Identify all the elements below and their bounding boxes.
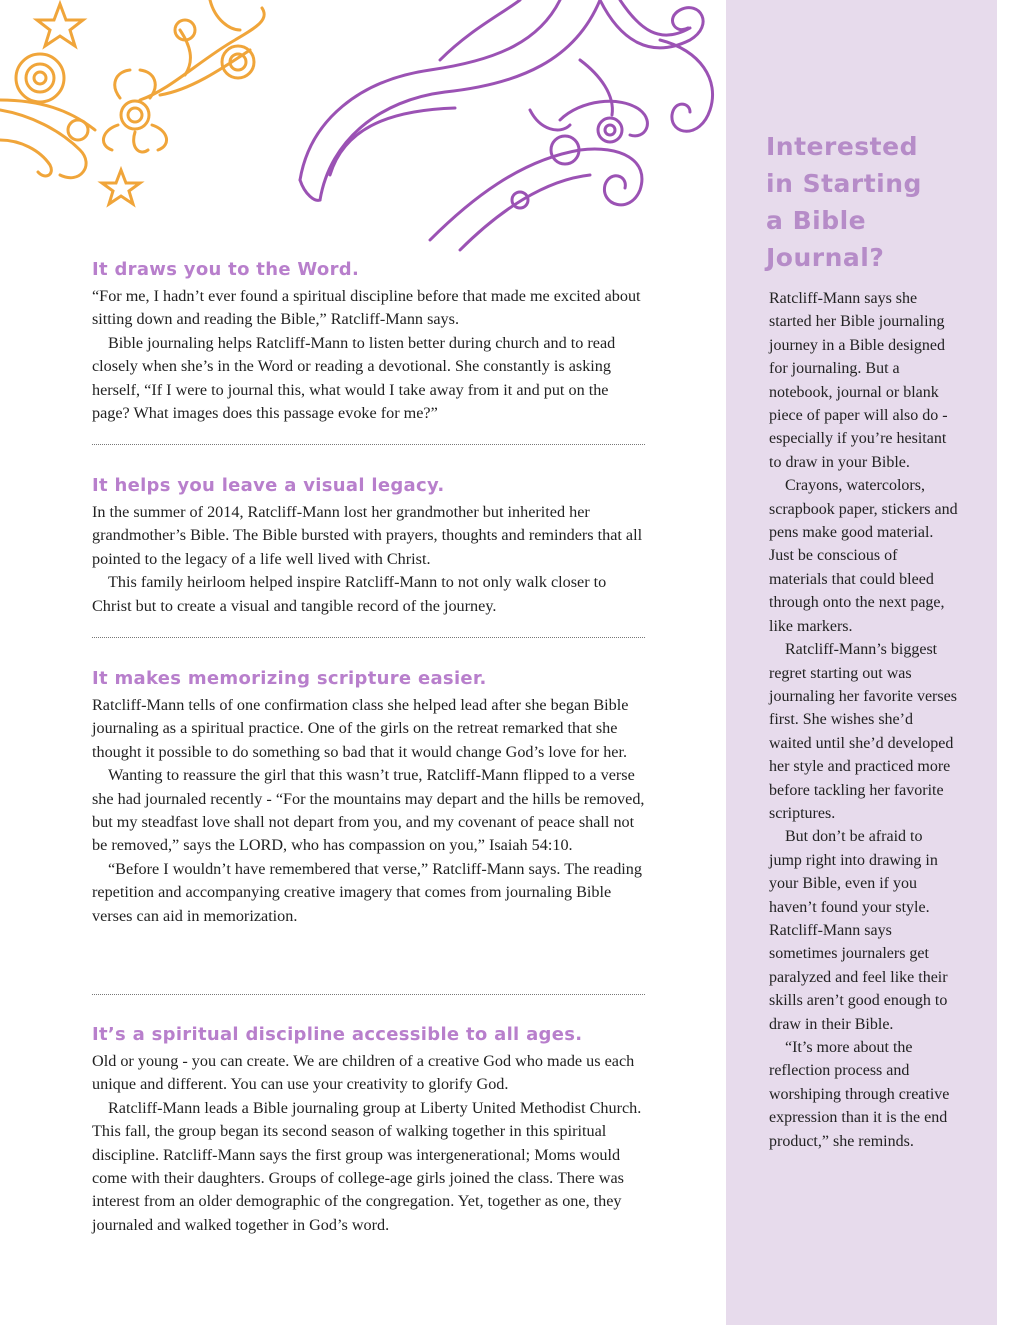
section-paragraph: This family heirloom helped inspire Ratcliff-Mann to not only walk closer to Christ but to create a visual and tangible record of the journey. [92, 573, 607, 615]
sidebar-paragraph: Ratcliff-Mann’s biggest regret starting out was journaling her favorite verses first. She wishes she’d waited until she’d developed her style and practiced more before tackling her favorite scriptures. [769, 641, 957, 822]
sidebar-paragraph: But don’t be afraid to jump right into drawing in your Bible, even if you haven’t found your style. Ratcliff-Mann says sometimes journalers get paralyzed and feel like their skills aren’t good enough to draw in their Bible. [769, 828, 948, 1033]
section-memorizing [92, 666, 647, 928]
section-paragraph: In the summer of 2014, Ratcliff-Mann lost her grandmother but inherited her grandmother’s Bible. The Bible bursted with prayers, thoughts and reminders that all pointed to the legacy of a life well lived with Christ. [92, 503, 643, 568]
dotted-divider [92, 637, 645, 638]
section-heading: It draws you to the Word. [92, 259, 360, 280]
sidebar-paragraph: “It’s more about the reflection process and worshiping through creative expression than it is the end product,” she reminds. [769, 1039, 950, 1150]
dotted-divider [92, 994, 645, 995]
section-paragraph: Wanting to reassure the girl that this wasn’t true, Ratcliff-Mann flipped to a verse she had journaled recently - “For the mountains may depart and the hills be removed, but my steadfast love shall not depart from you, and my covenant of peace shall not be removed,” says the LORD, who has compassion on you,” Isaiah 54:10. [92, 766, 645, 855]
sidebar-paragraph: Crayons, watercolors, scrapbook paper, stickers and pens make good material. Just be conscious of materials that could bleed through onto the next page, like markers. [769, 477, 958, 635]
section-paragraph: Ratcliff-Mann tells of one confirmation class she helped lead after she began Bible journaling as a spiritual practice. One of the girls on the retreat remarked that she thought it possible to do something so bad that it would change God’s love for her. [92, 696, 629, 761]
section-paragraph: “For me, I hadn’t ever found a spiritual discipline before that made me excited about sitting down and reading the Bible,” Ratcliff-Mann says. [92, 287, 641, 329]
sidebar-title [766, 128, 986, 276]
section-heading: It makes memorizing scripture easier. [92, 668, 487, 689]
section-paragraph: Bible journaling helps Ratcliff-Mann to listen better during church and to read closely when she’s in the Word or reading a devotional. She constantly is asking herself, “If I were to journal this, what would I take away from it and put on the page? What images does this passage evoke for me?” [92, 333, 616, 423]
purple-swirl-icon [300, 0, 713, 250]
sidebar-body [769, 287, 959, 1153]
sidebar-title-line: in Starting [766, 169, 922, 198]
orange-swirl-flowers-icon [0, 0, 264, 204]
sidebar-paragraph: Ratcliff-Mann says she started her Bible journaling journey in a Bible designed for journaling. But a notebook, journal or blank piece of paper will also do - especially if you’re hesitant to draw in your Bible. [769, 290, 948, 471]
section-visual-legacy [92, 473, 647, 618]
dotted-divider [92, 444, 645, 445]
sidebar-title-line: Interested [766, 132, 918, 161]
section-all-ages [92, 1022, 647, 1237]
section-draws-you [92, 257, 647, 425]
section-heading: It helps you leave a visual legacy. [92, 475, 445, 496]
section-heading: It’s a spiritual discipline accessible to all ages. [92, 1024, 583, 1045]
sidebar-title-line: Journal? [766, 243, 885, 272]
section-paragraph: “Before I wouldn’t have remembered that verse,” Ratcliff-Mann says. The reading repetition and accompanying creative imagery that comes from journaling Bible verses can aid in memorization. [92, 859, 642, 925]
sidebar-title-line: a Bible [766, 206, 867, 235]
section-paragraph: Ratcliff-Mann leads a Bible journaling group at Liberty United Methodist Church. This fall, the group began its second season of walking together in this spiritual discipline. Ratcliff-Mann says the first group was intergenerational; Moms would come with their daughters. Groups of college-age girls joined the class. There was interest from an older demographic of the congregation. Yet, together as one, they journaled and walked together in God’s word. [92, 1098, 642, 1234]
section-paragraph: Old or young - you can create. We are children of a creative God who made us each unique and different. You can use your creativity to glorify God. [92, 1052, 635, 1094]
